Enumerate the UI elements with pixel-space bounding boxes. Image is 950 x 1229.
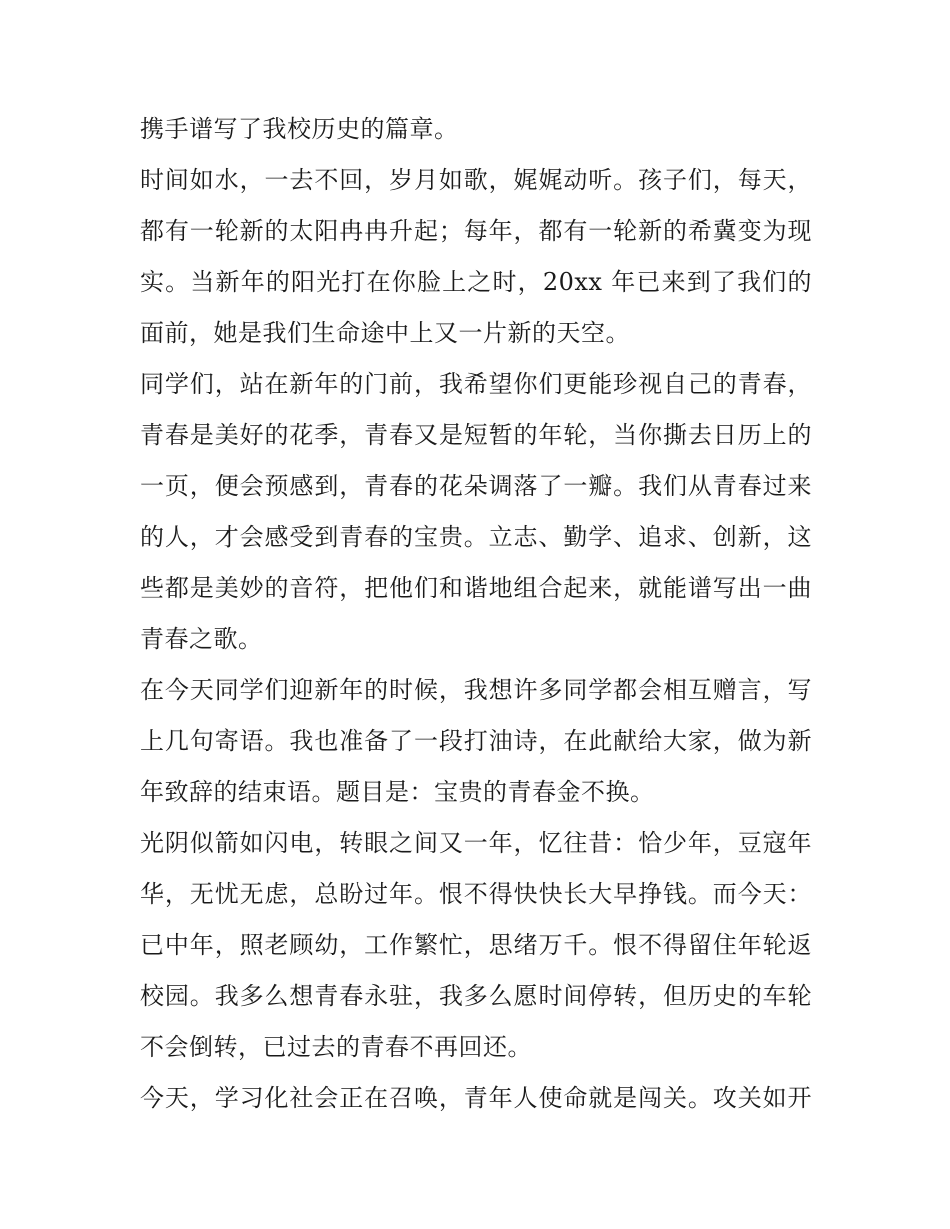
text-line: 青春是美好的花季，青春又是短暂的年轮，当你撕去日历上的 bbox=[140, 421, 812, 449]
text-line: 已中年，照老顾幼，工作繁忙，思绪万千。恨不得留住年轮返 bbox=[140, 931, 812, 959]
text-line: 不会倒转，已过去的青春不再回还。 bbox=[140, 1033, 532, 1061]
text-line: 些都是美妙的音符，把他们和谐地组合起来，就能谱写出一曲 bbox=[140, 574, 812, 602]
text-line: 年致辞的结束语。题目是：宝贵的青春金不换。 bbox=[140, 778, 655, 806]
text-line: 青春之歌。 bbox=[140, 625, 263, 653]
text-line: 在今天同学们迎新年的时候，我想许多同学都会相互赠言，写 bbox=[140, 676, 812, 704]
text-line: 携手谱写了我校历史的篇章。 bbox=[140, 115, 459, 143]
text-line: 一页，便会预感到，青春的花朵调落了一瓣。我们从青春过来 bbox=[140, 472, 812, 500]
text-line: 校园。我多么想青春永驻，我多么愿时间停转，但历史的车轮 bbox=[140, 982, 812, 1010]
document-body bbox=[140, 104, 812, 1124]
text-line: 的人，才会感受到青春的宝贵。立志、勤学、追求、创新，这 bbox=[140, 523, 812, 551]
text-line: 都有一轮新的太阳冉冉升起；每年，都有一轮新的希冀变为现 bbox=[140, 217, 812, 245]
text-line: 面前，她是我们生命途中上又一片新的天空。 bbox=[140, 319, 630, 347]
text-line: 实。当新年的阳光打在你脸上之时，20xx 年已来到了我们的 bbox=[140, 268, 812, 296]
text-line: 时间如水，一去不回，岁月如歌，娓娓动听。孩子们，每天， bbox=[140, 166, 812, 194]
text-line: 上几句寄语。我也准备了一段打油诗，在此献给大家，做为新 bbox=[140, 727, 812, 755]
text-line: 光阴似箭如闪电，转眼之间又一年，忆往昔：恰少年，豆寇年 bbox=[140, 829, 812, 857]
text-line: 同学们，站在新年的门前，我希望你们更能珍视自己的青春， bbox=[140, 370, 812, 398]
text-line: 今天，学习化社会正在召唤，青年人使命就是闯关。攻关如开 bbox=[140, 1084, 812, 1112]
text-line: 华，无忧无虑，总盼过年。恨不得快快长大早挣钱。而今天： bbox=[140, 880, 812, 908]
